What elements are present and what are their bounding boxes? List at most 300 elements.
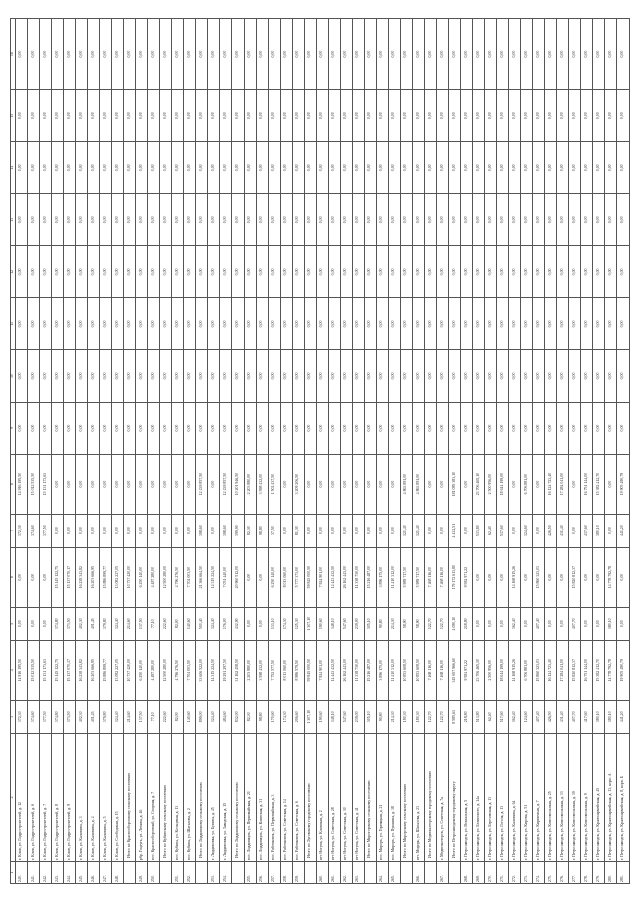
value-cell: 11 410 312,00 — [388, 640, 400, 700]
column-header: 6 — [11, 547, 16, 607]
value-cell: 0,00 — [160, 90, 172, 142]
value-cell: 0,00 — [256, 350, 268, 402]
value-cell: 0,00 — [449, 142, 461, 194]
value-cell: 0,00 — [196, 350, 208, 402]
row-number-cell: 247. — [100, 861, 112, 883]
value-cell: 407,70 — [569, 700, 581, 733]
value-cell: 0,00 — [256, 90, 268, 142]
address-cell: г. Петрозаводск, ул. Кирпичная, д. 7 — [533, 733, 545, 861]
value-cell: 0,00 — [581, 90, 593, 142]
value-cell: 0,00 — [424, 514, 436, 547]
table-row — [256, 19, 268, 884]
value-cell: 0,00 — [605, 350, 617, 402]
value-cell: 218,80 — [461, 700, 473, 733]
value-cell: 0,00 — [280, 298, 292, 350]
value-cell: 0,00 — [533, 246, 545, 298]
address-cell: пгт Ногуна, ул. Советская, д. 28 — [328, 733, 340, 861]
value-cell: 0,00 — [400, 194, 412, 246]
value-cell: 0,00 — [220, 298, 232, 350]
value-cell: 4 863 891,00 — [412, 454, 424, 514]
row-number-cell: 255. — [244, 861, 256, 883]
value-cell: 0,00 — [388, 246, 400, 298]
value-cell: 0,00 — [400, 350, 412, 402]
value-cell: 90,80 — [376, 700, 388, 733]
value-cell: 0,00 — [376, 298, 388, 350]
value-cell: 0,00 — [617, 19, 630, 90]
value-cell: 0,00 — [15, 607, 27, 640]
value-cell: 0,00 — [220, 402, 232, 454]
value-cell: 0,00 — [473, 90, 485, 142]
value-cell: 0,00 — [509, 90, 521, 142]
value-cell: 0,00 — [280, 194, 292, 246]
row-number-cell — [232, 861, 244, 883]
value-cell: 6 706 881,00 — [521, 454, 533, 514]
value-cell: 0,00 — [64, 142, 76, 194]
column-header: 3 — [11, 700, 16, 733]
value-cell: 0,00 — [485, 607, 497, 640]
value-cell: 0,00 — [184, 298, 196, 350]
value-cell: 7 468 116,00 — [437, 640, 449, 700]
column-header: 12 — [11, 246, 16, 298]
address-cell: г. Петрозаводск, ул. Комсомольская, д. 39 — [569, 733, 581, 861]
value-cell: 0,00 — [557, 402, 569, 454]
value-cell: 0,00 — [461, 142, 473, 194]
table-row — [557, 19, 569, 884]
value-cell: 0,00 — [593, 194, 605, 246]
row-number-cell: 268. — [461, 861, 473, 883]
value-cell: 58,90 — [412, 607, 424, 640]
value-cell: 0,00 — [184, 19, 196, 90]
address-cell: пгт Ногуна, ул. Советская, д. 41 — [352, 733, 364, 861]
value-cell: 0,00 — [148, 246, 160, 298]
row-number-cell: 267. — [437, 861, 449, 883]
value-cell: 0,00 — [461, 454, 473, 514]
value-cell: 0,00 — [328, 246, 340, 298]
value-cell: 0,00 — [52, 194, 64, 246]
value-cell: 0,00 — [100, 454, 112, 514]
value-cell: 0,00 — [328, 90, 340, 142]
value-cell: 58,90 — [400, 607, 412, 640]
value-cell: 0,00 — [605, 19, 617, 90]
value-cell: 0,00 — [64, 19, 76, 90]
value-cell: 0,00 — [64, 350, 76, 402]
table-row — [244, 19, 256, 884]
value-cell: 125,30 — [292, 607, 304, 640]
value-cell: 0,00 — [557, 194, 569, 246]
value-cell: 380,10 — [605, 700, 617, 733]
value-cell: 0,00 — [437, 514, 449, 547]
address-cell: г. Лиддиновка, ул. Бунина, д. 45 — [208, 733, 220, 861]
value-cell: 0,00 — [388, 142, 400, 194]
value-cell: 0,00 — [304, 350, 316, 402]
value-cell: 0,00 — [497, 298, 509, 350]
value-cell: 8 013 060,00 — [280, 640, 292, 700]
value-cell: 15 145 122,75 — [52, 640, 64, 700]
value-cell: 15 860 323,03 — [533, 640, 545, 700]
value-cell: 140,60 — [184, 700, 196, 733]
value-cell: 5 989 717,50 — [412, 547, 424, 607]
value-cell: 14 916 195,50 — [15, 454, 27, 514]
value-cell: 14 168 915,26 — [509, 640, 521, 700]
value-cell: 133,10 — [268, 607, 280, 640]
value-cell: 6 706 881,00 — [521, 640, 533, 700]
value-cell: 0,00 — [112, 454, 124, 514]
row-number-cell: 257. — [268, 861, 280, 883]
value-cell: 417,60 — [581, 700, 593, 733]
value-cell: 14 916 195,50 — [15, 640, 27, 700]
value-cell: 19 905 490,79 — [617, 640, 630, 700]
value-cell: 0,00 — [437, 402, 449, 454]
value-cell: 0,00 — [100, 350, 112, 402]
value-cell: 0,00 — [52, 246, 64, 298]
value-cell: 0,00 — [461, 298, 473, 350]
value-cell: 0,00 — [581, 547, 593, 607]
row-number-cell — [124, 861, 136, 883]
value-cell: 348,10 — [328, 700, 340, 733]
table-row-total — [304, 19, 316, 884]
value-cell: 0,00 — [220, 246, 232, 298]
value-cell: 0,00 — [184, 350, 196, 402]
value-cell: 547,60 — [340, 700, 352, 733]
value-cell: 0,00 — [485, 350, 497, 402]
value-cell: 0,00 — [569, 19, 581, 90]
value-cell: 0,00 — [220, 142, 232, 194]
value-cell: 7 468 116,00 — [437, 547, 449, 607]
value-cell: 426,50 — [545, 700, 557, 733]
row-number-cell: 250. — [148, 861, 160, 883]
value-cell: 0,00 — [340, 350, 352, 402]
row-number-cell: 272. — [509, 861, 521, 883]
value-cell: 0,00 — [473, 246, 485, 298]
value-cell: 0,00 — [76, 402, 88, 454]
value-cell: 0,00 — [232, 298, 244, 350]
address-cell: г. Петрозаводск, ул. Красноармейская, д. 13, корп. А — [605, 733, 617, 861]
table-row — [328, 19, 340, 884]
value-cell: 0,00 — [124, 514, 136, 547]
value-cell: 239,00 — [352, 700, 364, 733]
value-cell: 0,00 — [581, 194, 593, 246]
row-number-cell: 263. — [352, 861, 364, 883]
value-cell: 0,00 — [76, 246, 88, 298]
value-cell: 0,00 — [39, 142, 51, 194]
table-row — [112, 19, 124, 884]
address-cell: пос. Рабочковск, ул. Первомайская, д. 3 — [268, 733, 280, 861]
value-cell: 239,00 — [352, 607, 364, 640]
value-cell: 0,00 — [388, 90, 400, 142]
value-cell: 0,00 — [160, 142, 172, 194]
row-number-cell: 242. — [39, 861, 51, 883]
value-cell: 0,00 — [160, 246, 172, 298]
value-cell: 0,00 — [196, 142, 208, 194]
value-cell: 0,00 — [545, 246, 557, 298]
value-cell: 2 203 880,00 — [244, 454, 256, 514]
value-cell: 0,00 — [52, 142, 64, 194]
value-cell: 0,00 — [148, 19, 160, 90]
value-cell: 0,00 — [196, 194, 208, 246]
table-row — [533, 19, 545, 884]
row-number-cell: 243. — [52, 861, 64, 883]
table-row — [497, 19, 509, 884]
value-cell: 0,00 — [364, 142, 376, 194]
value-cell: 10 737 420,00 — [124, 640, 136, 700]
value-cell: 1 307,10 — [304, 607, 316, 640]
value-cell: 0,00 — [280, 402, 292, 454]
value-cell: 0,00 — [208, 298, 220, 350]
value-cell: 0,00 — [412, 19, 424, 90]
value-cell: 348,10 — [328, 607, 340, 640]
value-cell: 0,00 — [497, 90, 509, 142]
value-cell: 0,00 — [39, 350, 51, 402]
value-cell: 0,00 — [593, 90, 605, 142]
value-cell: 0,00 — [340, 19, 352, 90]
value-cell: 0,00 — [569, 454, 581, 514]
value-cell: 10 853 608,50 — [400, 640, 412, 700]
value-cell: 0,00 — [39, 607, 51, 640]
value-cell: 0,00 — [593, 19, 605, 90]
address-cell: пос. Мирорь, ул. Горняцкая, д. 21 — [376, 733, 388, 861]
row-number-cell: 270. — [485, 861, 497, 883]
row-number-cell: 280. — [605, 861, 617, 883]
value-cell: 0,00 — [76, 350, 88, 402]
value-cell: 0,00 — [437, 298, 449, 350]
value-cell: 0,00 — [172, 514, 184, 547]
value-cell: 15 886 899,77 — [100, 547, 112, 607]
value-cell: 14 443 432,50 — [328, 547, 340, 607]
row-number-cell: 264. — [376, 861, 388, 883]
value-cell: 0,00 — [220, 19, 232, 90]
value-cell: 0,00 — [545, 547, 557, 607]
value-cell: 0,00 — [39, 402, 51, 454]
value-cell: 0,00 — [485, 298, 497, 350]
row-number-cell: 259. — [292, 861, 304, 883]
value-cell: 0,00 — [112, 402, 124, 454]
value-cell: 6 250 140,00 — [136, 640, 148, 700]
value-cell: 16 203 666,95 — [88, 547, 100, 607]
value-cell: 12 239 857,50 — [220, 454, 232, 514]
value-cell: 0,00 — [376, 514, 388, 547]
value-cell: 0,00 — [292, 246, 304, 298]
value-cell: 7 924 901,00 — [316, 640, 328, 700]
value-cell: 0,00 — [509, 350, 521, 402]
value-cell: 33 606 522,00 — [196, 640, 208, 700]
value-cell: 0,00 — [461, 19, 473, 90]
value-cell: 214,30 — [388, 607, 400, 640]
value-cell: 0,00 — [605, 194, 617, 246]
value-cell: 179 172 613,80 — [449, 547, 461, 607]
value-cell: 10 201 946,50 — [232, 454, 244, 514]
address-cell: г. Медвежьегорск, ул. Советская, д. 7а — [437, 733, 449, 861]
value-cell: 0,00 — [412, 142, 424, 194]
value-cell: 0,00 — [172, 350, 184, 402]
row-number-cell: 256. — [256, 861, 268, 883]
value-cell: 8 585,61 — [449, 700, 461, 733]
value-cell: 0,00 — [88, 194, 100, 246]
value-cell: 17 284 041,00 — [557, 454, 569, 514]
value-cell: 0,00 — [557, 607, 569, 640]
value-cell: 398,60 — [196, 514, 208, 547]
value-cell: 0,00 — [412, 90, 424, 142]
value-cell: 0,00 — [100, 19, 112, 90]
value-cell: 2 500 956,00 — [485, 454, 497, 514]
value-cell: 0,00 — [268, 298, 280, 350]
value-cell: 0,00 — [581, 350, 593, 402]
value-cell: 222,60 — [160, 607, 172, 640]
value-cell: 140,60 — [184, 607, 196, 640]
value-cell: 0,00 — [292, 19, 304, 90]
table-row — [605, 19, 617, 884]
column-header: 5 — [11, 607, 16, 640]
value-cell: 0,00 — [136, 298, 148, 350]
value-cell: 0,00 — [352, 194, 364, 246]
value-cell: 0,00 — [136, 194, 148, 246]
value-cell: 0,00 — [124, 298, 136, 350]
value-cell: 2 500 956,00 — [485, 640, 497, 700]
table-row — [340, 19, 352, 884]
value-cell: 0,00 — [100, 90, 112, 142]
value-cell: 0,00 — [136, 514, 148, 547]
column-header: 9 — [11, 402, 16, 454]
value-cell: 0,00 — [497, 246, 509, 298]
value-cell: 0,00 — [88, 454, 100, 514]
table-row — [593, 19, 605, 884]
value-cell: 0,00 — [617, 194, 630, 246]
value-cell: 20 960 512,00 — [232, 547, 244, 607]
value-cell: 0,00 — [364, 350, 376, 402]
row-number-cell: 245. — [76, 861, 88, 883]
row-number-cell: 269. — [473, 861, 485, 883]
value-cell: 0,00 — [304, 142, 316, 194]
value-cell: 9 584 971,22 — [461, 640, 473, 700]
value-cell: 0,00 — [605, 402, 617, 454]
value-cell: 0,00 — [593, 402, 605, 454]
table-row — [184, 19, 196, 884]
value-cell: 0,00 — [533, 90, 545, 142]
value-cell: 500,40 — [196, 607, 208, 640]
value-cell: 0,00 — [461, 514, 473, 547]
value-cell: 0,00 — [557, 298, 569, 350]
value-cell: 0,00 — [15, 402, 27, 454]
value-cell: 0,00 — [148, 402, 160, 454]
value-cell: 0,00 — [112, 142, 124, 194]
value-cell: 0,00 — [220, 350, 232, 402]
address-cell: г. Клин, ул. Гидростроителей, д. 6 — [27, 733, 39, 861]
value-cell: 380,10 — [593, 700, 605, 733]
value-cell: 517,60 — [497, 514, 509, 547]
address-cell: г. Клин, ул. Слободская, д. 15 — [112, 733, 124, 861]
value-cell: 16 124 723,40 — [545, 640, 557, 700]
value-cell: 0,00 — [617, 142, 630, 194]
row-number-cell — [304, 861, 316, 883]
value-cell: 0,00 — [232, 19, 244, 90]
value-cell: 0,00 — [328, 142, 340, 194]
value-cell: 0,00 — [521, 246, 533, 298]
value-cell: 0,00 — [521, 298, 533, 350]
value-cell: 324,40 — [112, 607, 124, 640]
table-row-total — [160, 19, 172, 884]
value-cell: 374,60 — [27, 700, 39, 733]
value-cell: 0,00 — [617, 298, 630, 350]
value-cell: 0,00 — [39, 19, 51, 90]
value-cell: 124,60 — [521, 700, 533, 733]
value-cell: 0,00 — [304, 514, 316, 547]
value-cell: 0,00 — [112, 246, 124, 298]
value-cell: 0,00 — [280, 142, 292, 194]
value-cell: 513,80 — [473, 700, 485, 733]
value-cell: 13 082 227,05 — [112, 640, 124, 700]
table-row — [509, 19, 521, 884]
value-cell: 0,00 — [316, 142, 328, 194]
value-cell: 62,40 — [485, 700, 497, 733]
address-cell: Итого по Мирогорскому сельскому поселению — [364, 733, 376, 861]
value-cell: 0,00 — [509, 514, 521, 547]
address-cell: г. Клин, ул. Гидростроителей, д. 7 — [39, 733, 51, 861]
value-cell: 14 778 792,78 — [605, 640, 617, 700]
value-cell: 0,00 — [196, 90, 208, 142]
value-cell: 0,00 — [27, 547, 39, 607]
value-cell: 0,00 — [340, 194, 352, 246]
value-cell: 0,00 — [400, 90, 412, 142]
value-cell: 0,00 — [160, 454, 172, 514]
table-row — [172, 19, 184, 884]
value-cell: 0,00 — [27, 19, 39, 90]
value-cell: 345 657 966,60 — [449, 640, 461, 700]
value-cell: 12 239 857,50 — [196, 454, 208, 514]
value-cell: 14 168 915,26 — [509, 547, 521, 607]
value-cell: 124,60 — [521, 514, 533, 547]
table-row-total — [424, 19, 436, 884]
value-cell: 0,00 — [15, 90, 27, 142]
value-cell: 0,00 — [172, 90, 184, 142]
row-number-cell: 261. — [328, 861, 340, 883]
value-cell: 0,00 — [617, 350, 630, 402]
value-cell: 9 584 971,22 — [461, 547, 473, 607]
value-cell: 0,00 — [148, 298, 160, 350]
row-number-cell: 251. — [172, 861, 184, 883]
value-cell: 441,20 — [617, 700, 630, 733]
value-cell: 1 307,10 — [304, 700, 316, 733]
value-cell: 16 238 343,82 — [76, 547, 88, 607]
value-cell: 0,00 — [100, 514, 112, 547]
row-number-cell: 252. — [184, 861, 196, 883]
value-cell: 0,00 — [497, 547, 509, 607]
value-cell: 0,00 — [292, 402, 304, 454]
table-row — [352, 19, 364, 884]
value-cell: 0,00 — [424, 350, 436, 402]
value-cell: 0,00 — [208, 402, 220, 454]
value-cell: 12 500 280,00 — [160, 547, 172, 607]
value-cell: 19 291 297,50 — [220, 640, 232, 700]
value-cell: 11 410 312,00 — [388, 547, 400, 607]
row-number-cell: 276. — [557, 861, 569, 883]
value-cell: 0,00 — [581, 19, 593, 90]
value-cell: 0,00 — [533, 142, 545, 194]
value-cell: 0,00 — [485, 547, 497, 607]
value-cell: 0,00 — [400, 19, 412, 90]
value-cell: 0,00 — [533, 194, 545, 246]
value-cell: 0,00 — [521, 607, 533, 640]
value-cell: 399,90 — [232, 514, 244, 547]
table-row — [545, 19, 557, 884]
value-cell: 0,00 — [15, 298, 27, 350]
value-cell: 0,00 — [449, 298, 461, 350]
table-row-total — [196, 19, 208, 884]
value-cell: 13 082 227,05 — [112, 547, 124, 607]
value-cell: 0,00 — [412, 246, 424, 298]
value-cell: 0,00 — [605, 142, 617, 194]
value-cell: 0,00 — [112, 19, 124, 90]
value-cell: 19 905 490,79 — [617, 454, 630, 514]
value-cell: 15 216 487,00 — [364, 640, 376, 700]
